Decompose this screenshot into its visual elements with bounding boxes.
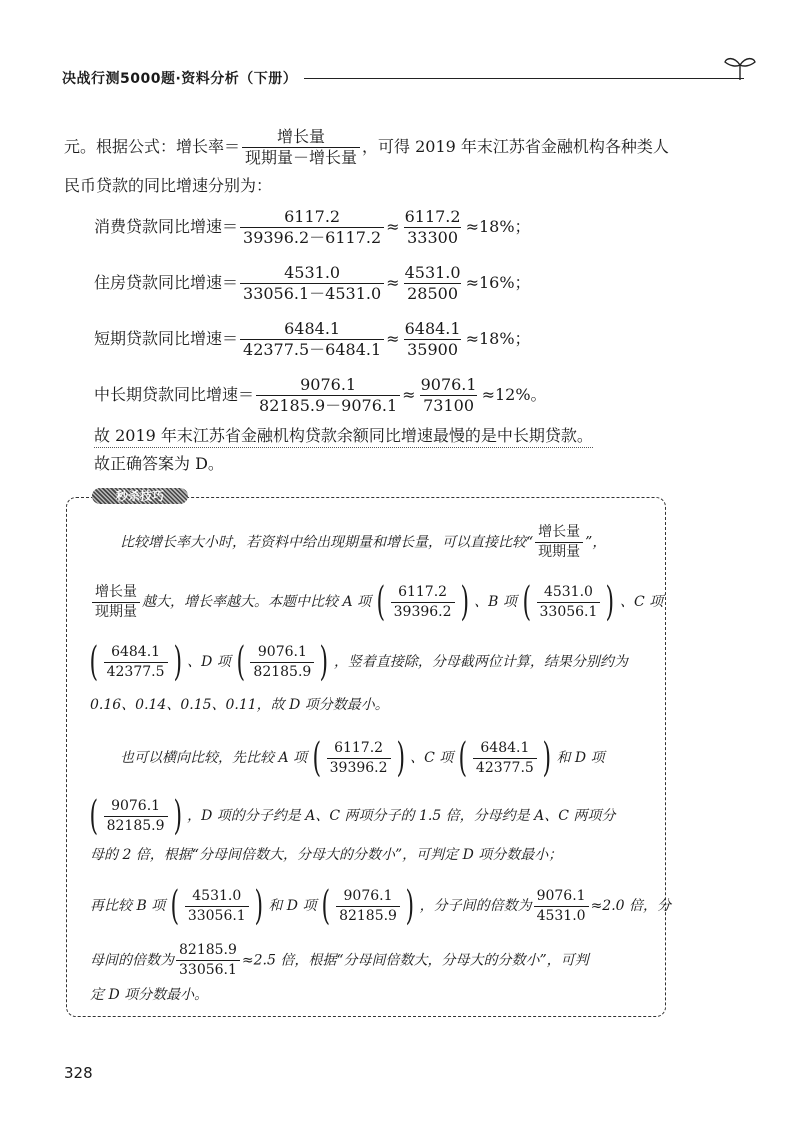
- tip-paren-frac-c: ( $\frac{6484.1}{42377.5}$ ): [89, 639, 182, 685]
- tip-badge-label: 秒杀技巧: [115, 489, 164, 503]
- tip-text: 、C 项: [620, 594, 664, 610]
- frac-den: 35900: [404, 339, 461, 359]
- frac-den: 82185.9: [336, 906, 400, 925]
- frac-num: 增长量: [538, 524, 581, 540]
- formula-denominator: 现期量－增长量: [242, 147, 360, 167]
- frac-num: 6484.1: [284, 319, 341, 338]
- row-fraction: [240, 320, 384, 359]
- frac-num: 4531.0: [543, 583, 593, 600]
- approx-sign: ≈: [386, 273, 400, 292]
- frac-den: 42377.5: [104, 662, 168, 681]
- tip-paren-frac-d: ( $\frac{9076.1}{82185.9}$ ): [236, 639, 329, 685]
- approx-sign: ≈: [402, 385, 416, 404]
- row-label: 住房贷款同比增速＝: [94, 273, 239, 292]
- row-fraction-approx: [402, 320, 464, 359]
- tip-text: 越大，增长率越大。本题中比较 A 项: [142, 594, 372, 610]
- frac-den: 33056.1: [537, 602, 601, 621]
- frac-num: 9076.1: [111, 797, 161, 814]
- frac-num: 6484.1: [480, 739, 530, 756]
- tip-paren-frac-b: ( $\frac{4531.0}{33056.1}$ ): [522, 579, 615, 625]
- tip-paren-frac-d2: ( $\frac{9076.1}{82185.9}$ ): [89, 793, 182, 839]
- frac-den: 39396.2: [391, 602, 455, 621]
- frac-den: 82185.9: [250, 662, 314, 681]
- row-fraction: [240, 264, 384, 303]
- running-header: [62, 66, 742, 92]
- tip-text: ，: [592, 534, 607, 551]
- frac-num: 6117.2: [398, 583, 448, 600]
- calc-row-consumer: [94, 208, 531, 247]
- tip-line-10: 定 D 项分数最小。: [90, 987, 209, 1003]
- tip-text: ≈2.0 倍，分: [590, 898, 672, 914]
- conclusion-line-1: [94, 424, 593, 448]
- frac-den: 82185.9: [104, 816, 168, 835]
- tip-text: 也可以横向比较，先比较 A 项: [120, 750, 308, 766]
- frac-den: 33056.1－4531.0: [240, 283, 384, 303]
- calc-row-short-term: [94, 320, 531, 359]
- row-fraction-approx: [402, 208, 464, 247]
- frac-den: 现期量: [535, 542, 583, 561]
- tip-line-7: 母的 2 倍，根据“分母间倍数大，分母大的分数小”，可判定 D 项分数最小；: [90, 847, 563, 863]
- frac-den: 33300: [404, 227, 461, 247]
- numerator-ratio: [534, 888, 589, 925]
- tip-text: 和 D 项: [268, 898, 317, 914]
- tip-line-1: 比较增长率大小时，若资料中给出现期量和增长量，可以直接比较“ $\frac{\text{增长量}}{\text{现期量}}$ ”，: [120, 524, 607, 560]
- frac-den: 33056.1: [185, 906, 249, 925]
- tip-paren-frac-a2: ( $\frac{6117.2}{39396.2}$ ): [312, 735, 405, 781]
- row-label: 中长期贷款同比增速＝: [94, 385, 255, 404]
- tip-badge: [92, 488, 188, 504]
- row-result: ≈16%；: [465, 273, 531, 292]
- frac-den: 33056.1: [176, 960, 240, 979]
- tip-line-4: 0.16、0.14、0.15、0.11，故 D 项分数最小。: [90, 697, 389, 713]
- conclusion-text: 故 2019 年末江苏省金融机构贷款余额同比增速最慢的是中长期贷款。: [94, 426, 593, 448]
- frac-num: 6484.1: [404, 319, 461, 338]
- tip-line-3: [84, 639, 628, 685]
- tip-line-8: [90, 883, 672, 929]
- book-title: 决战行测5000题·资料分析（下册）: [62, 71, 298, 87]
- row-label: 短期贷款同比增速＝: [94, 329, 239, 348]
- intro-suffix: ，可得 2019 年末江苏省金融机构各种类人: [362, 137, 669, 156]
- page-number: 328: [64, 1064, 93, 1082]
- tip-line-5: [120, 735, 605, 781]
- tip-paren-frac-a: ( $\frac{6117.2}{39396.2}$ ): [376, 579, 469, 625]
- tip-paren-frac-b2: ( $\frac{4531.0}{33056.1}$ ): [170, 883, 263, 929]
- conclusion-line-2: 故正确答案为 D。: [94, 454, 224, 473]
- frac-den: 39396.2: [327, 758, 391, 777]
- row-label: 消费贷款同比增速＝: [94, 217, 239, 236]
- frac-den: 82185.9－9076.1: [256, 395, 400, 415]
- row-fraction-approx: [418, 376, 480, 415]
- frac-num: 6117.2: [284, 207, 341, 226]
- row-fraction: [240, 208, 384, 247]
- calc-row-long-term: [94, 376, 547, 415]
- row-result: ≈18%；: [465, 329, 531, 348]
- frac-den: 4531.0: [534, 906, 589, 925]
- header-rule: [304, 78, 744, 79]
- tip-text: ，分子间的倍数为: [419, 898, 532, 914]
- frac-num: 9076.1: [420, 375, 477, 394]
- frac-den: 39396.2－6117.2: [240, 227, 384, 247]
- frac-num: 4531.0: [284, 263, 341, 282]
- frac-num: 9076.1: [343, 887, 393, 904]
- frac-num: 9076.1: [257, 643, 307, 660]
- tip-paren-frac-c2: ( $\frac{6484.1}{42377.5}$ ): [458, 735, 551, 781]
- tip-frac: [92, 584, 140, 621]
- tip-line-6: [84, 793, 616, 839]
- tip-text: ，竖着直接除，分母截两位计算，结果分别约为: [333, 654, 628, 670]
- row-fraction-approx: [402, 264, 464, 303]
- tip-text: 和 D 项: [556, 750, 605, 766]
- tip-text: 再比较 B 项: [90, 898, 166, 914]
- tip-text: 比较增长率大小时，若资料中给出现期量和增长量，可以直接比较: [120, 534, 526, 551]
- frac-num: 6117.2: [334, 739, 384, 756]
- frac-num: 9076.1: [300, 375, 357, 394]
- frac-num: 6484.1: [111, 643, 161, 660]
- frac-den: 28500: [404, 283, 461, 303]
- calc-row-housing: [94, 264, 531, 303]
- frac-num: 82185.9: [179, 942, 237, 958]
- tip-text: ≈2.5 倍，根据“分母间倍数大，分母大的分数小”，可判: [241, 952, 589, 969]
- tip-text: ，D 项的分子约是 A、C 两项分子的 1.5 倍，分母约是 A、C 两项分: [187, 808, 616, 824]
- intro-line-1: [64, 128, 669, 167]
- formula-numerator: 增长量: [277, 127, 326, 146]
- frac-num: 增长量: [95, 583, 137, 600]
- tip-text: 、D 项: [187, 654, 231, 670]
- frac-num: 6117.2: [404, 207, 461, 226]
- tip-line-9: [90, 942, 589, 979]
- row-result: ≈18%；: [465, 217, 531, 236]
- frac-den: 42377.5－6484.1: [240, 339, 384, 359]
- approx-sign: ≈: [386, 217, 400, 236]
- tip-text: 、B 项: [474, 594, 517, 610]
- row-result: ≈12%。: [481, 385, 547, 404]
- row-fraction: [256, 376, 400, 415]
- intro-line-2: 民币贷款的同比增速分别为：: [64, 176, 273, 195]
- tip-line-2: [90, 579, 664, 625]
- tip-frac: [535, 524, 583, 561]
- frac-num: 9076.1: [536, 887, 586, 904]
- tip-text: 、C 项: [410, 750, 454, 766]
- frac-num: 4531.0: [404, 263, 461, 282]
- frac-den: 73100: [420, 395, 477, 415]
- growth-formula: [242, 128, 360, 167]
- sprout-icon: [722, 52, 758, 82]
- approx-sign: ≈: [386, 329, 400, 348]
- frac-den: 现期量: [92, 602, 140, 621]
- denominator-ratio: [176, 942, 240, 979]
- tip-text: 母间的倍数为: [90, 952, 174, 969]
- frac-den: 42377.5: [473, 758, 537, 777]
- tip-paren-frac-d3: ( $\frac{9076.1}{82185.9}$ ): [321, 883, 415, 929]
- frac-num: 4531.0: [192, 887, 242, 904]
- intro-prefix: 元。根据公式：增长率＝: [64, 137, 241, 156]
